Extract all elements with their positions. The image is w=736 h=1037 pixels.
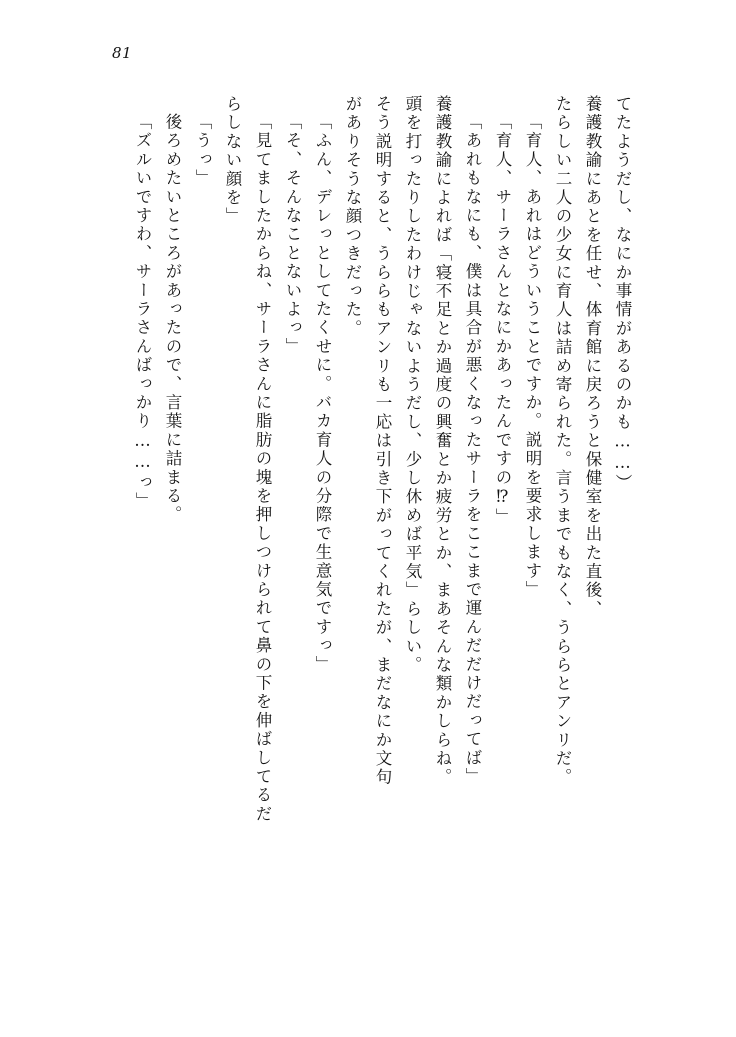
text-line: 「育人、サーラさんとなにかあったんですの⁉」 [493,113,512,527]
text-line: 養護教諭によれば「寝不足とか過度の興奮とか疲労とか、まあそんな類かしらね。 [433,95,452,787]
text-line: 後ろめたいところがあったので、言葉に詰まる。 [163,113,182,525]
vertical-text-body [70,95,630,975]
text-line: 「育人、あれはどういうことですか。説明を要求します」 [523,113,542,600]
text-line: たらしい二人の少女に育人は詰め寄られた。言うまでもなく、うららとアンリだ。 [553,95,572,787]
text-line: 頭を打ったりしたわけじゃないようだし、少し休めば平気」らしい。 [403,95,422,675]
text-line: 「見てましたからね、サーラさんに脂肪の塊を押しつけられて鼻の下を伸ばしてるだ [253,113,272,824]
page-number: 81 [112,44,133,62]
text-line: てたようだし、なにか事情があるのかも……） [613,95,632,493]
text-line: 「ふん、デレっとしてたくせに。バカ育人の分際で生意気ですっ」 [313,113,332,674]
text-line: 「ズルいですわ、サーラさんばっかり……っ」 [133,113,152,511]
text-line: 「うっ」 [193,113,212,188]
text-line: らしない顔を」 [223,95,242,226]
text-line: がありそうな顔つきだった。 [343,95,362,339]
text-line: 養護教諭にあとを任せ、体育館に戻ろうと保健室を出た直後、 [583,95,602,619]
text-line: そう説明すると、うららもアンリも一応は引き下がってくれたが、まだなにか文句 [373,95,392,787]
text-line: 「あれもなにも、僕は具合が悪くなったサーラをここまで運んだだけだってば」 [463,113,482,787]
text-line: 「そ、そんなことないよっ」 [283,113,302,357]
